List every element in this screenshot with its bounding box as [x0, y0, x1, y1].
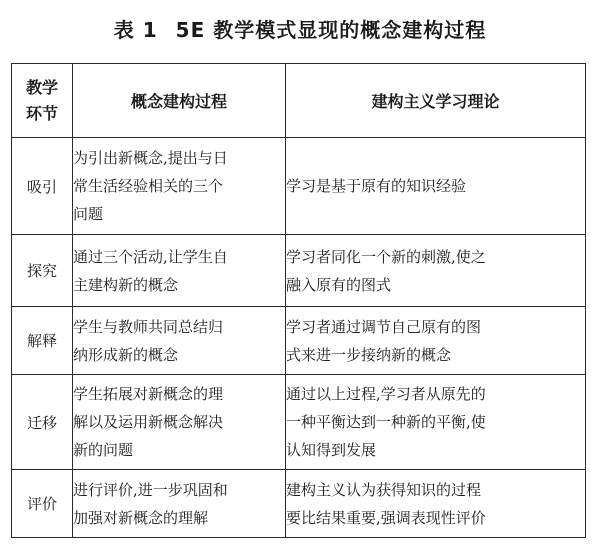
theory-line: 要比结果重要,强调表现性评价: [286, 508, 486, 527]
process-cell: [73, 470, 286, 538]
process-line: 问题: [73, 205, 104, 223]
process-line: 解以及运用新概念解决: [73, 413, 224, 431]
theory-cell: [286, 470, 586, 538]
process-line: 进行评价,进一步巩固和: [73, 480, 228, 499]
theory-cell: [286, 307, 586, 375]
theory-cell: [286, 138, 586, 235]
table-number: 表 1: [113, 18, 158, 42]
stage-cell: 探究: [12, 235, 73, 307]
table-row: [12, 307, 586, 375]
table-row: [12, 138, 586, 235]
process-line: 主建构新的概念: [73, 275, 179, 294]
process-line: 纳形成新的概念: [73, 345, 179, 364]
process-cell: [73, 138, 286, 235]
process-line: 为引出新概念,提出与日: [73, 149, 228, 167]
process-line: 通过三个活动,让学生自: [73, 247, 228, 266]
theory-line: 建构主义认为获得知识的过程: [286, 480, 482, 499]
process-line: 常生活经验相关的三个: [73, 177, 224, 195]
process-cell: [73, 307, 286, 375]
table-row: [12, 235, 586, 307]
stage-cell: 迁移: [12, 375, 73, 470]
header-stage-line1: 教学: [25, 77, 58, 97]
header-stage: [12, 64, 73, 138]
theory-line: 学习是基于原有的知识经验: [286, 177, 467, 195]
theory-line: 一种平衡达到一种新的平衡,使: [286, 413, 486, 431]
table-row: [12, 470, 586, 538]
header-theory: 建构主义学习理论: [286, 64, 586, 138]
theory-line: 学习者通过调节自己原有的图: [286, 317, 482, 336]
stage-cell: 吸引: [12, 138, 73, 235]
theory-line: 融入原有的图式: [286, 275, 392, 294]
header-process: 概念建构过程: [73, 64, 286, 138]
process-line: 加强对新概念的理解: [73, 508, 209, 527]
process-cell: [73, 235, 286, 307]
process-line: 学生拓展对新概念的理: [73, 385, 224, 403]
header-stage-line2: 环节: [25, 103, 58, 123]
stage-cell: 评价: [12, 470, 73, 538]
table-row: [12, 375, 586, 470]
theory-cell: [286, 235, 586, 307]
concept-construction-table: [11, 63, 586, 538]
process-line: 新的问题: [73, 441, 134, 459]
stage-cell: 解释: [12, 307, 73, 375]
table-title: 5E 教学模式显现的概念建构过程: [175, 18, 487, 42]
theory-cell: [286, 375, 586, 470]
process-line: 学生与教师共同总结归: [73, 317, 224, 336]
header-row: [12, 64, 586, 138]
table-caption: [0, 14, 600, 43]
theory-line: 通过以上过程,学习者从原先的: [286, 385, 486, 403]
theory-line: 学习者同化一个新的刺激,使之: [286, 247, 486, 266]
theory-line: 式来进一步接纳新的概念: [286, 345, 452, 364]
process-cell: [73, 375, 286, 470]
theory-line: 认知得到发展: [286, 441, 377, 459]
